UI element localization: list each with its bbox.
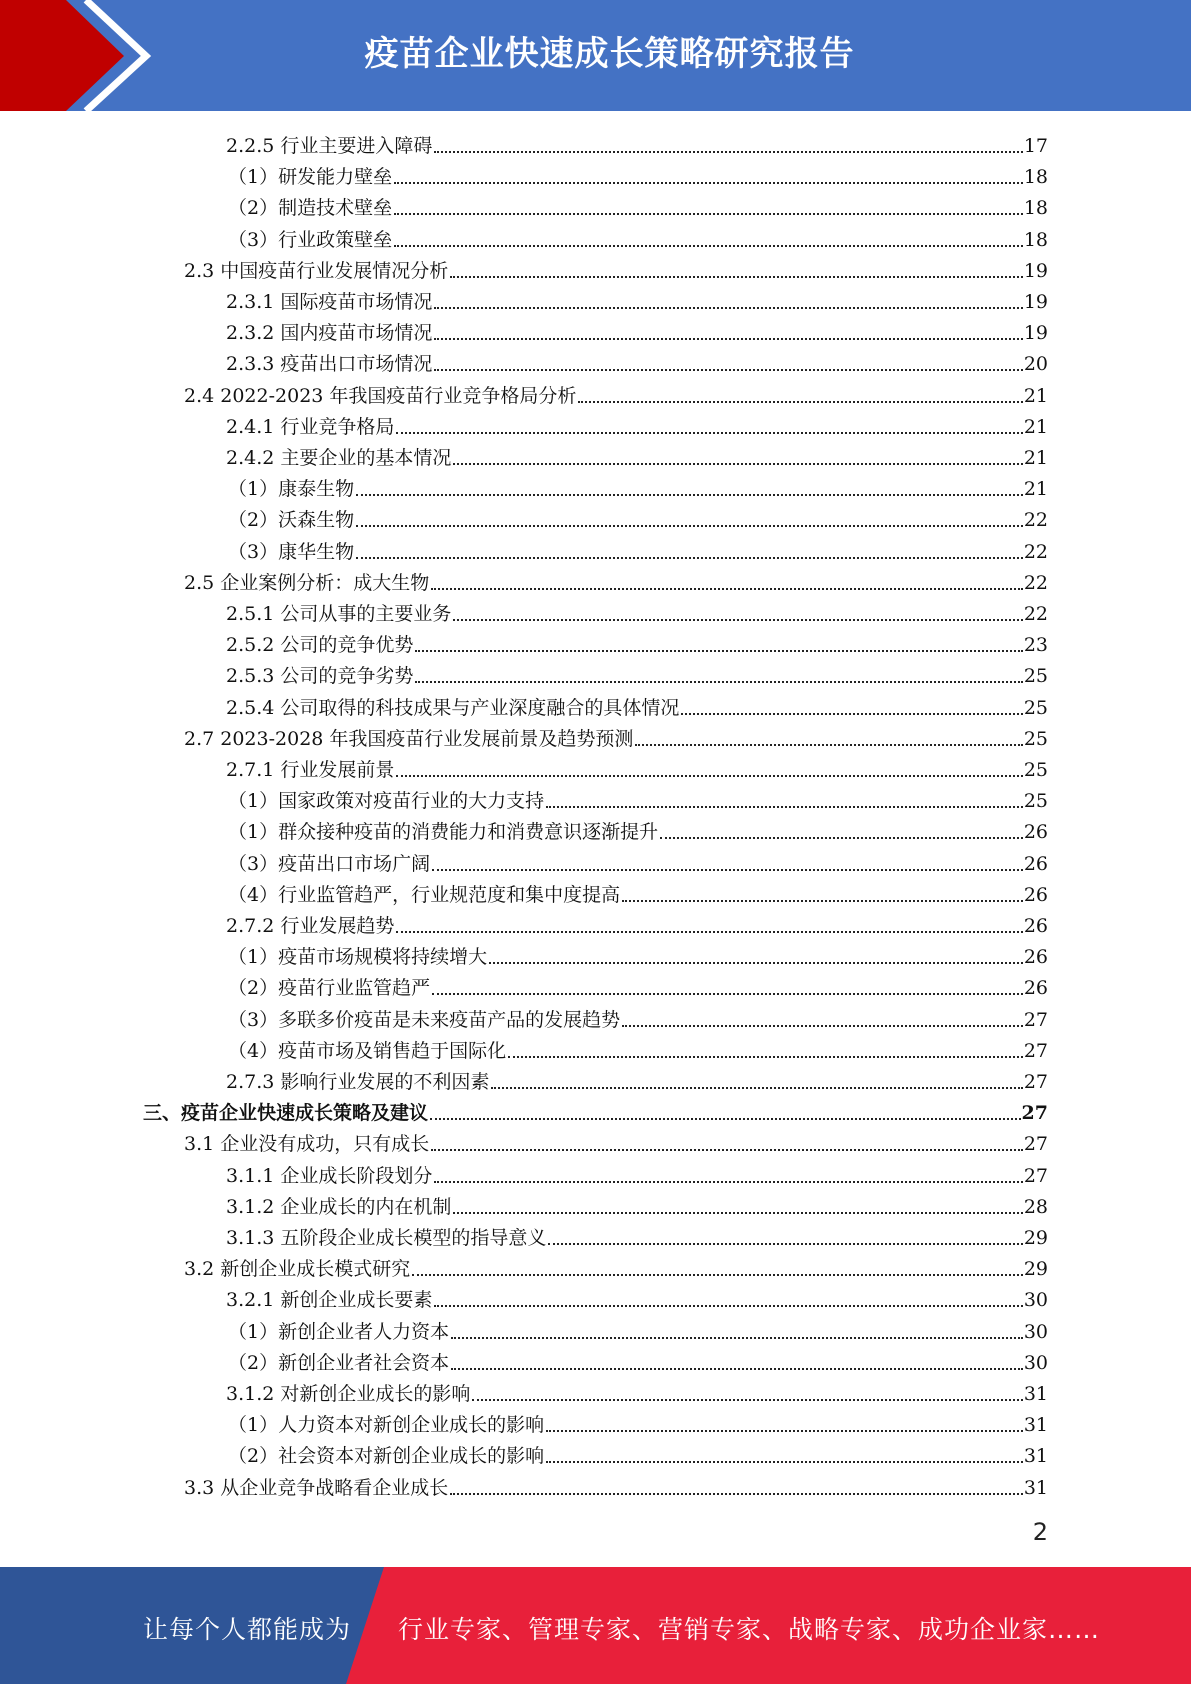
toc-entry[interactable] [228,1407,1048,1438]
toc-dot-leader [451,1337,1023,1339]
toc-entry-label: （2）疫苗行业监管趋严 [228,977,431,1000]
toc-entry[interactable] [228,1345,1048,1376]
toc-dot-leader [453,463,1022,465]
toc-dot-leader [660,837,1023,839]
toc-dot-leader [491,1087,1022,1089]
toc-entry-label: 2.3.3 疫苗出口市场情况 [226,353,433,376]
toc-entry-label: （4）行业监管趋严，行业规范度和集中度提高 [228,883,621,906]
toc-dot-leader [396,432,1022,434]
toc-entry-label: 2.7.2 行业发展趋势 [226,915,395,937]
toc-dot-leader [356,525,1023,527]
toc-entry-page: 19 [1023,259,1048,282]
toc-dot-leader [489,962,1023,964]
toc-entry-page: 21 [1023,384,1048,407]
toc-entry-page: 27 [1023,1071,1048,1093]
toc-entry-page: 31 [1023,1383,1048,1405]
toc-entry-page: 26 [1023,852,1048,875]
toc-dot-leader [434,1181,1022,1183]
toc-entry-label: （3）多联多价疫苗是未来疫苗产品的发展趋势 [228,1008,621,1031]
toc-entry-page: 30 [1023,1351,1048,1374]
toc-entry[interactable] [228,1438,1048,1469]
toc-dot-leader [548,1243,1022,1245]
toc-entry-label: （2）新创企业者社会资本 [228,1351,450,1374]
toc-entry-label: （3）行业政策壁垒 [228,228,393,251]
toc-dot-leader [546,1461,1023,1463]
toc-entry-page: 31 [1023,1445,1048,1468]
toc-entry-page: 20 [1023,353,1048,376]
toc-dot-leader [356,494,1023,496]
toc-entry[interactable] [184,721,1048,752]
toc-entry[interactable] [226,1376,1048,1407]
toc-entry[interactable] [228,877,1048,908]
toc-entry-label: （3）疫苗出口市场广阔 [228,852,431,875]
toc-dot-leader [431,588,1023,590]
toc-entry-page: 27 [1023,1133,1048,1156]
toc-dot-leader [415,681,1022,683]
toc-entry-page: 30 [1023,1289,1048,1312]
page-header [0,0,1191,111]
toc-entry-page: 27 [1023,1008,1048,1031]
toc-entry-label: 2.4.1 行业竞争格局 [226,415,395,438]
toc-entry-page: 19 [1023,322,1048,345]
toc-entry-label: 三、疫苗企业快速成长策略及建议 [143,1102,429,1125]
toc-dot-leader [432,993,1023,995]
toc-entry-label: （1）研发能力壁垒 [228,166,393,189]
toc-entry-label: 2.5.3 公司的竞争劣势 [226,665,414,688]
toc-entry-label: 2.4.2 主要企业的基本情况 [226,447,452,469]
toc-entry-label: 3.3 从企业竞争战略看企业成长 [184,1476,449,1499]
toc-dot-leader [578,401,1022,403]
toc-entry-label: 3.1.2 对新创企业成长的影响 [226,1383,471,1405]
toc-entry-label: （2）制造技术壁垒 [228,197,393,220]
toc-dot-leader [394,182,1023,184]
toc-entry[interactable] [226,128,1048,159]
toc-entry-page: 18 [1023,166,1048,189]
toc-entry-page: 27 [1023,1164,1048,1187]
toc-entry-label: 2.5.4 公司取得的科技成果与产业深度融合的具体情况 [226,696,680,719]
toc-entry[interactable] [228,970,1048,1001]
toc-entry-page: 18 [1023,197,1048,220]
toc-entry-page: 26 [1023,977,1048,1000]
toc-entry[interactable] [228,814,1048,845]
toc-entry[interactable] [228,471,1048,502]
toc-entry-label: 2.7.3 影响行业发展的不利因素 [226,1071,490,1093]
toc-entry-label: （2）沃森生物 [228,509,355,532]
toc-dot-leader [453,1212,1022,1214]
toc-entry-label: （1）人力资本对新创企业成长的影响 [228,1414,545,1437]
toc-entry-page: 17 [1023,135,1048,157]
toc-entry[interactable] [184,565,1048,596]
toc-entry-page: 25 [1023,696,1048,719]
toc-dot-leader [434,307,1022,309]
report-title: 疫苗企业快速成长策略研究报告 [364,34,855,74]
toc-dot-leader [451,1368,1023,1370]
page-number: 2 [1032,1518,1048,1546]
toc-entry[interactable] [226,1064,1048,1095]
toc-entry[interactable] [226,1282,1048,1313]
footer-roles: 行业专家、管理专家、营销专家、战略专家、成功企业家…… [398,1615,1101,1644]
toc-entry[interactable] [184,1251,1048,1282]
toc-entry-page: 25 [1023,790,1048,813]
toc-entry-label: （1）疫苗市场规模将持续增大 [228,946,488,969]
toc-entry-label: （1）群众接种疫苗的消费能力和消费意识逐渐提升 [228,821,659,844]
toc-entry[interactable] [184,253,1048,284]
toc-entry[interactable] [228,534,1048,565]
toc-dot-leader [434,151,1022,153]
toc-entry[interactable] [226,409,1048,440]
toc-entry-label: 3.2 新创企业成长模式研究 [184,1258,411,1281]
toc-entry-page: 21 [1023,478,1048,501]
toc-dot-leader [622,1025,1023,1027]
toc-entry-page: 30 [1023,1320,1048,1343]
toc-entry-page: 21 [1023,447,1048,469]
toc-entry[interactable] [226,1220,1048,1251]
toc-entry[interactable] [228,783,1048,814]
toc-dot-leader [396,775,1022,777]
toc-dot-leader [432,869,1023,871]
toc-entry[interactable] [226,284,1048,315]
toc-dot-leader [453,619,1022,621]
toc-entry[interactable] [228,159,1048,190]
toc-dot-leader [472,1399,1022,1401]
toc-dot-leader [412,1274,1023,1276]
toc-dot-leader [622,900,1023,902]
toc-entry[interactable] [226,1158,1048,1189]
toc-dot-leader [450,276,1023,278]
toc-entry[interactable] [226,658,1048,689]
toc-entry[interactable] [228,1314,1048,1345]
toc-entry-page: 18 [1023,228,1048,251]
toc-entry-page: 27 [1023,1039,1048,1062]
toc-entry-label: 2.7 2023-2028 年我国疫苗行业发展前景及趋势预测 [184,727,634,750]
toc-entry-page: 23 [1023,634,1048,657]
toc-entry[interactable] [226,315,1048,346]
toc-entry-page: 26 [1023,821,1048,844]
toc-entry-page: 26 [1023,883,1048,906]
toc-entry-label: 2.5 企业案例分析：成大生物 [184,571,430,594]
toc-entry-label: （1）康泰生物 [228,478,355,501]
toc-entry-page: 26 [1023,915,1048,937]
toc-entry-label: （4）疫苗市场及销售趋于国际化 [228,1039,507,1062]
toc-entry[interactable] [184,1126,1048,1157]
toc-entry[interactable] [226,596,1048,627]
toc-dot-leader [508,1056,1023,1058]
toc-dot-leader [434,338,1022,340]
toc-entry-label: 2.3.1 国际疫苗市场情况 [226,291,433,313]
toc-entry[interactable] [143,1095,1048,1126]
toc-entry[interactable] [184,378,1048,409]
toc-entry-label: 2.3.2 国内疫苗市场情况 [226,322,433,345]
toc-entry[interactable] [226,440,1048,471]
toc-dot-leader [434,369,1022,371]
toc-entry-page: 26 [1023,946,1048,969]
toc-entry[interactable] [228,502,1048,533]
toc-entry[interactable] [228,1002,1048,1033]
toc-entry-label: 3.1.1 企业成长阶段划分 [226,1164,433,1187]
toc-entry[interactable] [226,346,1048,377]
toc-entry-label: 3.2.1 新创企业成长要素 [226,1289,433,1312]
toc-dot-leader [396,931,1022,933]
toc-entry-page: 25 [1023,727,1048,750]
toc-entry-page: 25 [1023,759,1048,781]
toc-entry[interactable] [226,908,1048,939]
toc-entry[interactable] [228,190,1048,221]
toc-entry-label: 2.2.5 行业主要进入障碍 [226,135,433,157]
toc-entry-label: 2.4 2022-2023 年我国疫苗行业竞争格局分析 [184,384,577,407]
toc-entry-page: 19 [1023,291,1048,313]
toc-dot-leader [681,713,1022,715]
toc-dot-leader [430,1118,1021,1120]
toc-entry-page: 31 [1023,1414,1048,1437]
toc-entry-label: 3.1.2 企业成长的内在机制 [226,1195,452,1218]
toc-dot-leader [394,245,1023,247]
toc-entry-page: 22 [1023,571,1048,594]
toc-entry[interactable] [228,222,1048,253]
toc-entry[interactable] [228,1033,1048,1064]
toc-dot-leader [431,1149,1023,1151]
toc-entry-page: 22 [1023,603,1048,625]
toc-entry-label: （1）新创企业者人力资本 [228,1320,450,1343]
toc-entry-page: 29 [1023,1227,1048,1249]
toc-entry-page: 21 [1023,415,1048,438]
toc-entry[interactable] [228,846,1048,877]
toc-entry[interactable] [226,752,1048,783]
toc-entry-label: （1）国家政策对疫苗行业的大力支持 [228,790,545,813]
toc-entry-label: 2.7.1 行业发展前景 [226,759,395,781]
toc-entry-page: 22 [1023,540,1048,563]
toc-entry-label: （2）社会资本对新创企业成长的影响 [228,1445,545,1468]
toc-entry[interactable] [226,627,1048,658]
toc-entry[interactable] [226,690,1048,721]
toc-entry-label: 3.1 企业没有成功，只有成长 [184,1133,430,1156]
toc-entry-page: 25 [1023,665,1048,688]
toc-entry-page: 28 [1023,1195,1048,1218]
toc-entry-label: 2.3 中国疫苗行业发展情况分析 [184,259,449,282]
toc-dot-leader [356,557,1023,559]
toc-dot-leader [450,1493,1023,1495]
toc-entry[interactable] [184,1470,1048,1501]
toc-dot-leader [546,1430,1023,1432]
toc-entry-label: 2.5.2 公司的竞争优势 [226,634,414,657]
toc-entry-page: 22 [1023,509,1048,532]
toc-entry-page: 29 [1023,1258,1048,1281]
toc-entry[interactable] [228,939,1048,970]
toc-entry[interactable] [226,1189,1048,1220]
toc-entry-page: 27 [1021,1102,1048,1125]
toc-dot-leader [635,744,1022,746]
toc-dot-leader [546,806,1023,808]
toc-dot-leader [415,650,1022,652]
toc-entry-label: （3）康华生物 [228,540,355,563]
toc-dot-leader [434,1305,1022,1307]
toc-entry-page: 31 [1023,1476,1048,1499]
footer-slogan: 让每个人都能成为 [143,1615,352,1644]
toc-entry-label: 3.1.3 五阶段企业成长模型的指导意义 [226,1227,547,1249]
toc-entry-label: 2.5.1 公司从事的主要业务 [226,603,452,625]
toc-dot-leader [394,213,1023,215]
